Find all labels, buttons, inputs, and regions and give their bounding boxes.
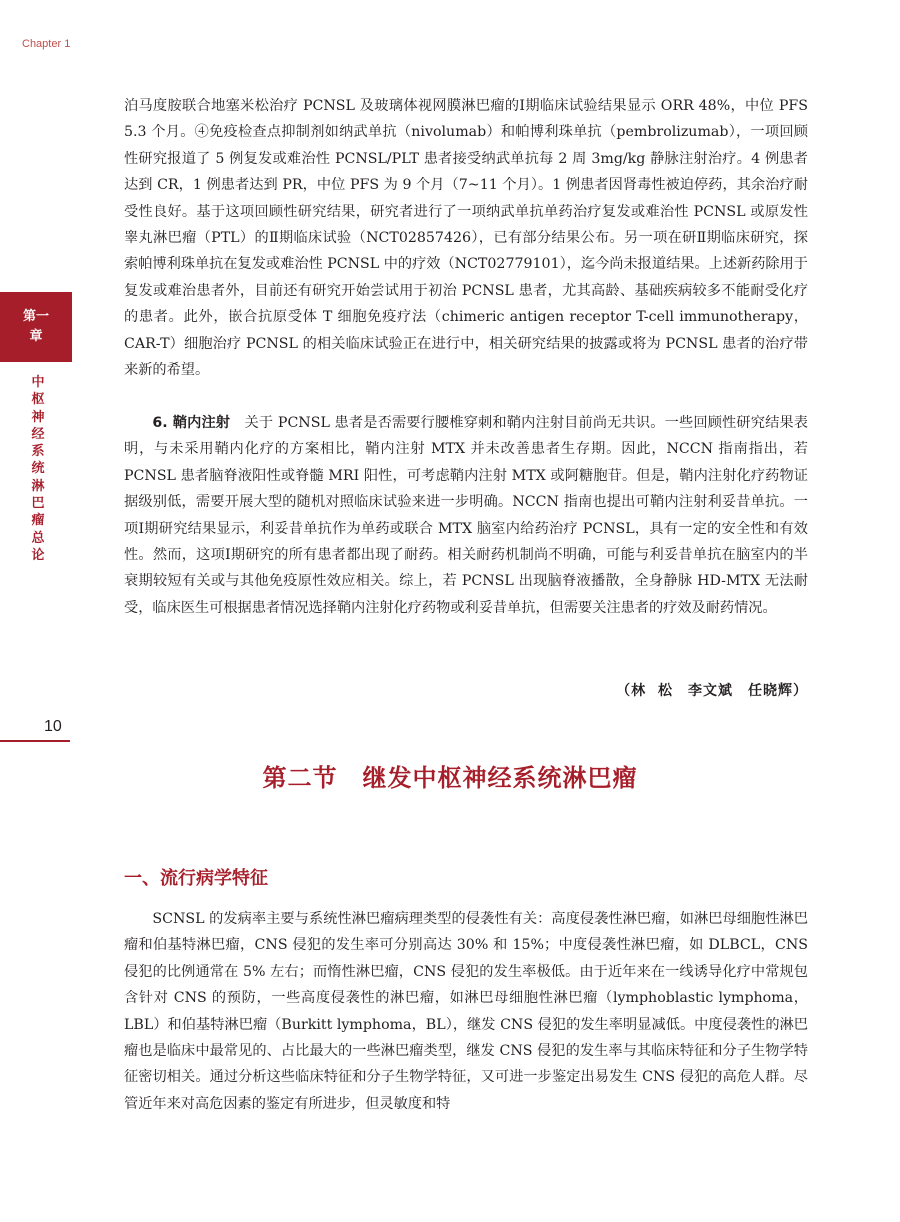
subsection-heading: 一、流行病学特征 — [124, 868, 268, 889]
paragraph-run-in-heading: 6. 鞘内注射 — [152, 415, 231, 431]
body-paragraph-1: 泊马度胺联合地塞米松治疗 PCNSL 及玻璃体视网膜淋巴瘤的Ⅰ期临床试验结果显示 ORR 48%，中位 PFS 5.3 个月。④免疫检查点抑制剂如纳武单抗（nivolumab）和帕博利珠单抗（pembrolizumab），一项回顾性研究报道了 5 例复发或难治性 PCNSL/PLT 患者接受纳武单抗每 2 周 3mg/kg 静脉注射治疗。4 例患者达到 CR，1 例患者达到 PR，中位 PFS 为 9 个月（7~11 个月）。1 例患者因肾毒性被迫停药，其余治疗耐受性良好。基于这项回顾性研究结果，研究者进行了一项纳武单抗单药治疗复发或难治性 PCNSL 或原发性睾丸淋巴瘤（PTL）的Ⅱ期临床试验（NCT02857426），已有部分结果公布。另一项在研Ⅱ期临床研究，探索帕博利珠单抗在复发或难治性 PCNSL 中的疗效（NCT02779101），迄今尚未报道结果。上述新药除用于复发或难治患者外，目前还有研究开始尝试用于初治 PCNSL 患者，尤其高龄、基础疾病较多不能耐受化疗的患者。此外，嵌合抗原受体 T 细胞免疫疗法（chimeric antigen receptor T-cell immunotherapy，CAR-T）细胞治疗 PCNSL 的相关临床试验正在进行中，相关研究结果的披露或将为 PCNSL 患者的治疗带来新的希望。 — [124, 98, 808, 379]
section-title: 第二节 继发中枢神经系统淋巴瘤 — [262, 764, 638, 792]
page-number-rule — [0, 740, 70, 742]
chapter-tab-line1: 第一 — [22, 309, 49, 324]
authors-line: （林 松 李文斌 任晓辉） — [616, 683, 808, 699]
running-head: Chapter 1 — [22, 38, 71, 50]
paragraph-2-text: 关于 PCNSL 患者是否需要行腰椎穿刺和鞘内注射目前尚无共识。一些回顾性研究结果表明，与未采用鞘内化疗的方案相比，鞘内注射 MTX 并未改善患者生存期。因此，NCCN 指南指出，若 PCNSL 患者脑脊液阳性或脊髓 MRI 阳性，可考虑鞘内注射 MTX 或阿糖胞苷。但是，鞘内注射化疗药物证据级别低，需要开展大型的随机对照临床试验来进一步明确。NCCN 指南也提出可鞘内注射利妥昔单抗。一项Ⅰ期研究结果显示，利妥昔单抗作为单药或联合 MTX 脑室内给药治疗 PCNSL，具有一定的安全性和有效性。然而，这项Ⅰ期研究的所有患者都出现了耐药。相关耐药机制尚不明确，可能与利妥昔单抗在脑室内的半衰期较短有关或与其他免疫原性效应相关。综上，若 PCNSL 出现脑脊液播散，全身静脉 HD-MTX 无法耐受，临床医生可根据患者情况选择鞘内注射化疗药物或利妥昔单抗，但需要关注患者的疗效及耐药情况。 — [124, 415, 808, 616]
body-paragraph-3: SCNSL 的发病率主要与系统性淋巴瘤病理类型的侵袭性有关：高度侵袭性淋巴瘤，如淋巴母细胞性淋巴瘤和伯基特淋巴瘤，CNS 侵犯的发生率可分别高达 30% 和 15%；中度侵袭性淋巴瘤，如 DLBCL，CNS 侵犯的比例通常在 5% 左右；而惰性淋巴瘤，CNS 侵犯的发生率极低。由于近年来在一线诱导化疗中常规包含针对 CNS 的预防，一些高度侵袭性的淋巴瘤，如淋巴母细胞性淋巴瘤（lymphoblastic lymphoma，LBL）和伯基特淋巴瘤（Burkitt lymphoma，BL），继发 CNS 侵犯的发生率明显减低。中度侵袭性的淋巴瘤也是临床中最常见的、占比最大的一些淋巴瘤类型，继发 CNS 侵犯的发生率与其临床特征和分子生物学特征密切相关。通过分析这些临床特征和分子生物学特征，又可进一步鉴定出易发生 CNS 侵犯的高危人群。尽管近年来对高危因素的鉴定有所进步，但灵敏度和特 — [124, 911, 808, 1112]
body-paragraph-2 — [124, 410, 808, 621]
chapter-title-vertical: 中枢神经系统淋巴瘤总论 — [31, 375, 45, 563]
chapter-tab — [0, 292, 72, 362]
page-number: 10 — [44, 718, 62, 735]
chapter-tab-line2: 章 — [29, 329, 43, 344]
